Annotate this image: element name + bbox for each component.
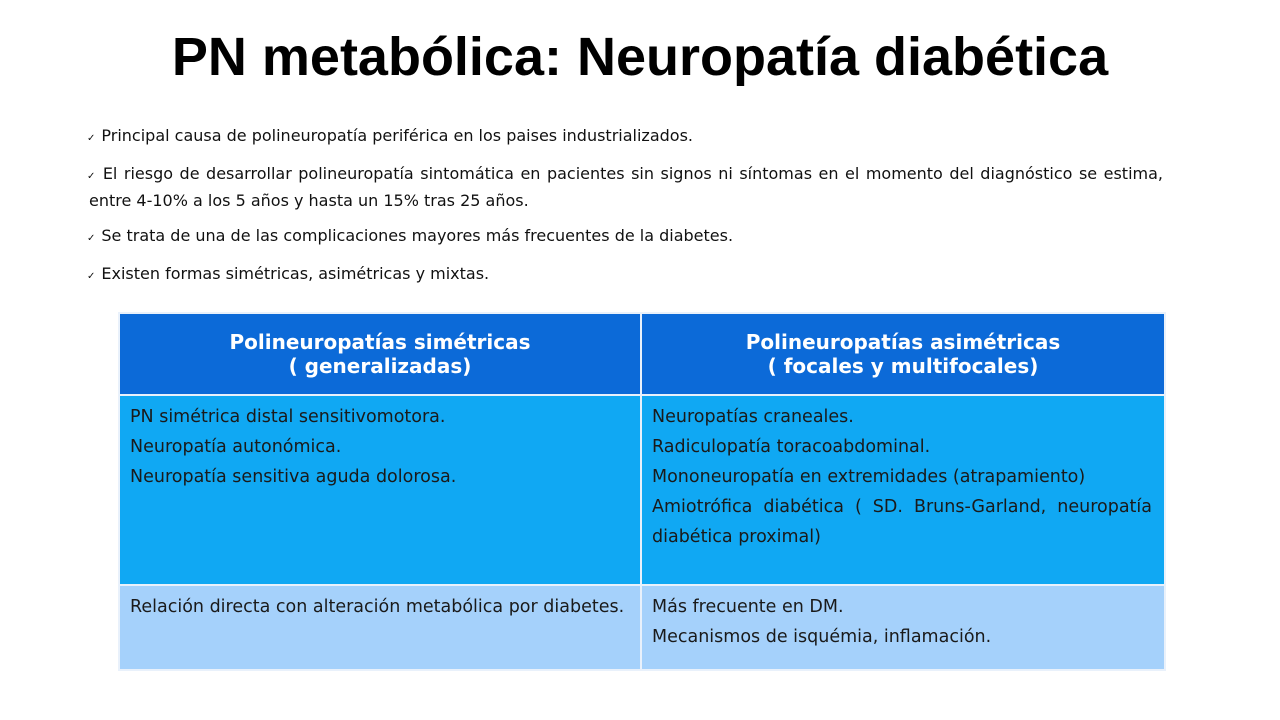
- checkmark-icon: ✓: [87, 233, 96, 244]
- cell-line: Amiotrófica diabética ( SD. Bruns-Garland, neuropatía diabética proximal): [652, 497, 1152, 547]
- bullet-text: Existen formas simétricas, asimétricas y mixtas.: [101, 264, 490, 283]
- symmetric-mechanism-cell: [119, 585, 641, 670]
- header-asymmetric-subtitle: ( focales y multifocales): [767, 354, 1039, 378]
- bullet-item: [89, 124, 1163, 151]
- cell-line: Más frecuente en DM.: [652, 597, 844, 617]
- slide-title: PN metabólica: Neuropatía diabética: [171, 27, 1109, 87]
- cell-line: Neuropatía autonómica.: [130, 437, 342, 457]
- checkmark-icon: ✓: [87, 171, 97, 182]
- cell-line: Radiculopatía toracoabdominal.: [652, 437, 931, 457]
- header-symmetric-title: Polineuropatías simétricas: [229, 330, 531, 354]
- bullet-text: Principal causa de polineuropatía periférica en los paises industrializados.: [101, 126, 693, 145]
- bullet-item: [89, 162, 1163, 213]
- bullet-item: [89, 262, 1163, 289]
- table-row: [119, 395, 1165, 585]
- cell-line: Mononeuropatía en extremidades (atrapamiento): [652, 467, 1086, 487]
- asymmetric-mechanism-cell: [641, 585, 1165, 670]
- checkmark-icon: ✓: [87, 271, 96, 282]
- cell-line: PN simétrica distal sensitivomotora.: [130, 407, 446, 427]
- header-symmetric-subtitle: ( generalizadas): [288, 354, 472, 378]
- classification-table: [118, 312, 1166, 671]
- bullet-list: [89, 124, 1163, 300]
- cell-text: Relación directa con alteración metabólica por diabetes.: [130, 597, 625, 617]
- bullet-item: [89, 224, 1163, 251]
- checkmark-icon: ✓: [87, 133, 96, 144]
- table-header-row: [119, 313, 1165, 395]
- cell-line: Neuropatía sensitiva aguda dolorosa.: [130, 467, 457, 487]
- cell-line: Neuropatías craneales.: [652, 407, 854, 427]
- bullet-text: El riesgo de desarrollar polineuropatía sintomática en pacientes sin signos ni síntomas en el momento del diagnóstico se estima, entre 4-10% a los 5 años y hasta un 15% tras 25 años.: [89, 164, 1163, 210]
- symmetric-types-cell: [119, 395, 641, 585]
- bullet-text: Se trata de una de las complicaciones mayores más frecuentes de la diabetes.: [101, 226, 734, 245]
- table-row: [119, 585, 1165, 670]
- header-asymmetric: [641, 313, 1165, 395]
- cell-line: Mecanismos de isquémia, inflamación.: [652, 627, 992, 647]
- asymmetric-types-cell: [641, 395, 1165, 585]
- header-symmetric: [119, 313, 641, 395]
- header-asymmetric-title: Polineuropatías asimétricas: [745, 330, 1061, 354]
